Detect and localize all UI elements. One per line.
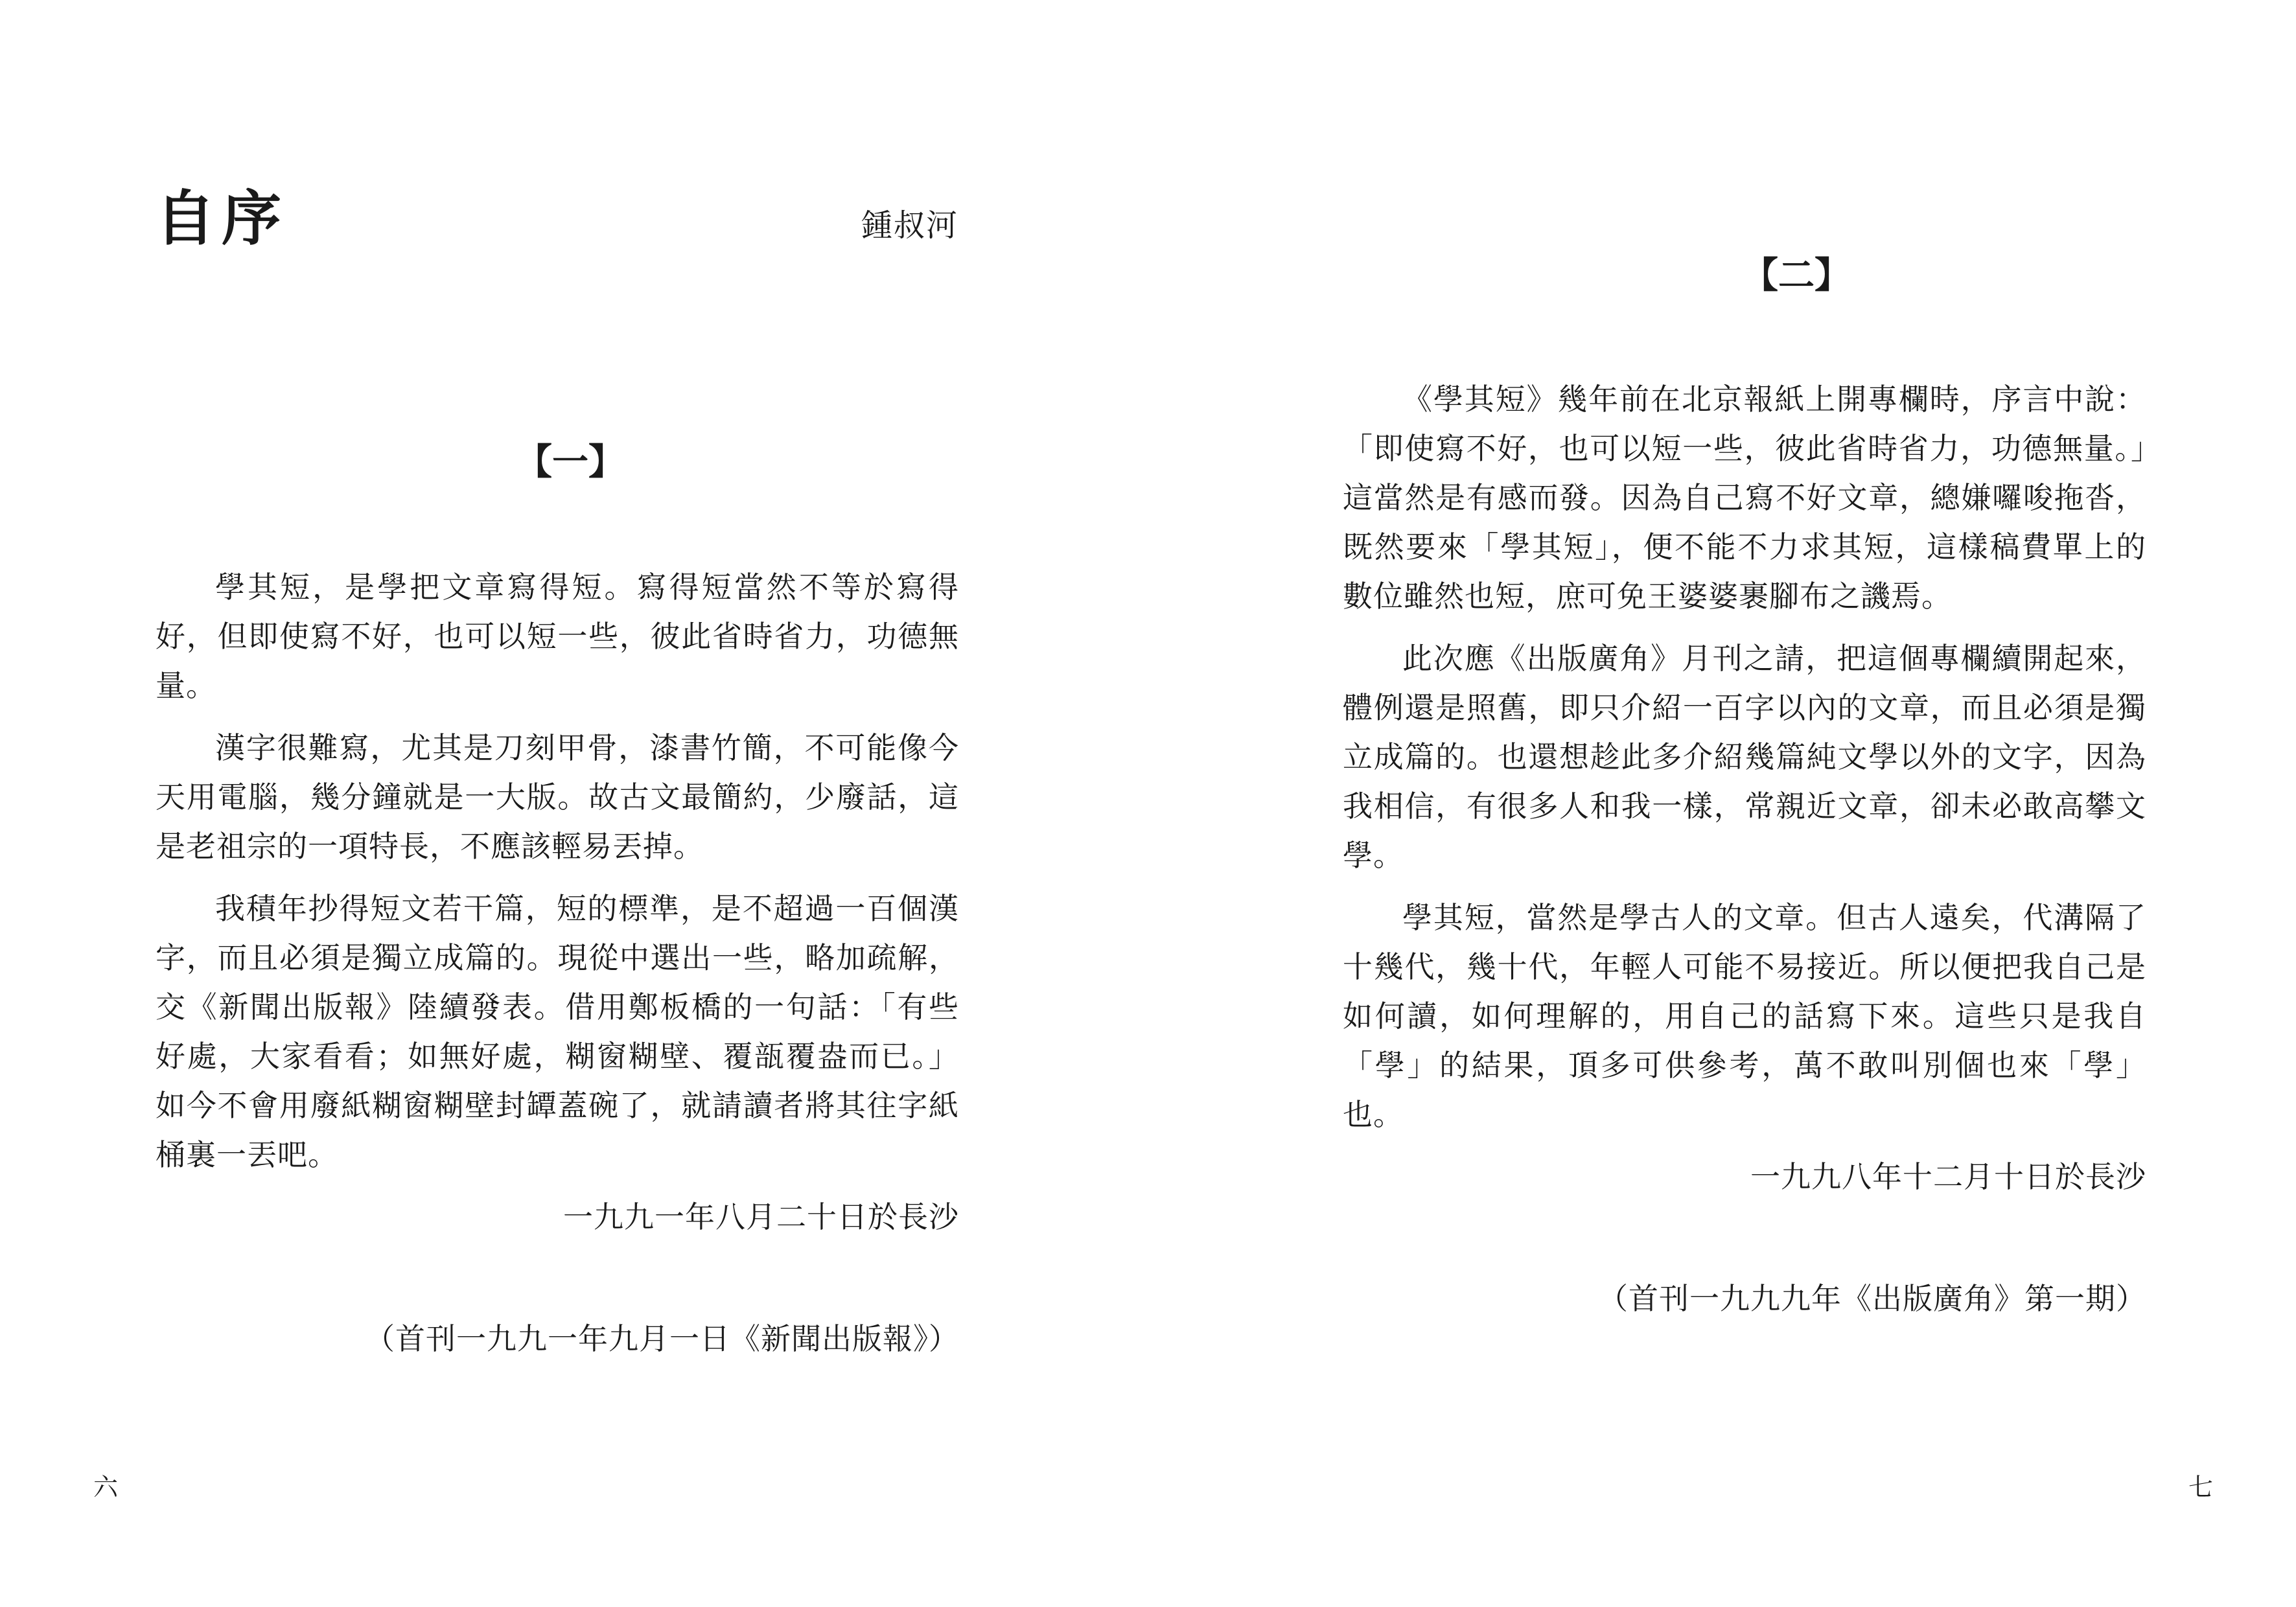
date-line: 一九九一年八月二十日於長沙 xyxy=(563,1199,959,1234)
left-body xyxy=(156,562,959,1363)
right-body xyxy=(1343,375,2146,1323)
section-heading-two: 【二】 xyxy=(1742,254,1851,297)
paragraph: 《學其短》幾年前在北京報紙上開專欄時，序言中說：「即使寫不好，也可以短一些，彼此省時省力，功德無量。」這當然是有感而發。因為自己寫不好文章，總嫌囉唆拖沓，既然要來「學其短」，便不能不力求其短，這樣稿費單上的數位雖然也短，庶可免王婆婆裹腳布之譏焉。 xyxy=(1343,382,2146,614)
page-title: 自序 xyxy=(156,183,288,253)
paragraph: 學其短，是學把文章寫得短。寫得短當然不等於寫得好，但即使寫不好，也可以短一些，彼此省時省力，功德無量。 xyxy=(156,570,959,703)
paragraph: 我積年抄得短文若干篇，短的標準，是不超過一百個漢字，而且必須是獨立成篇的。現從中選出一些，略加疏解，交《新聞出版報》陸續發表。借用鄭板橋的一句話：「有些好處，大家看看；如無好處，糊窗糊壁、覆瓿覆盎而已。」如今不會用廢紙糊窗糊壁封罈蓋碗了，就請讀者將其往字紙桶裏一丟吧。 xyxy=(156,891,959,1172)
paragraph: 漢字很難寫，尤其是刀刻甲骨，漆書竹簡，不可能像今天用電腦，幾分鐘就是一大版。故古文最簡約，少廢話，這是老祖宗的一項特長，不應該輕易丟掉。 xyxy=(156,730,959,864)
page-number: 六 xyxy=(93,1473,119,1501)
author-name: 鍾叔河 xyxy=(861,207,958,244)
paragraph: 學其短，當然是學古人的文章。但古人遠矣，代溝隔了十幾代，幾十代，年輕人可能不易接近。所以便把我自己是如何讀，如何理解的，用自己的話寫下來。這些只是我自「學」的結果，頂多可供參考，萬不敢叫別個也來「學」也。 xyxy=(1343,900,2146,1132)
section-heading-one: 【一】 xyxy=(516,441,625,483)
source-note: （首刊一九九九年《出版廣角》第一期） xyxy=(1598,1281,2146,1316)
page-number: 七 xyxy=(2188,1473,2213,1501)
date-line: 一九九八年十二月十日於長沙 xyxy=(1750,1159,2146,1194)
right-page xyxy=(1148,0,2296,1607)
source-note: （首刊一九九一年九月一日《新聞出版報》） xyxy=(365,1321,959,1356)
paragraph: 此次應《出版廣角》月刊之請，把這個專欄續開起來，體例還是照舊，即只介紹一百字以內的文章，而且必須是獨立成篇的。也還想趁此多介紹幾篇純文學以外的文字，因為我相信，有很多人和我一樣，常親近文章，卻未必敢高攀文學。 xyxy=(1343,641,2146,873)
